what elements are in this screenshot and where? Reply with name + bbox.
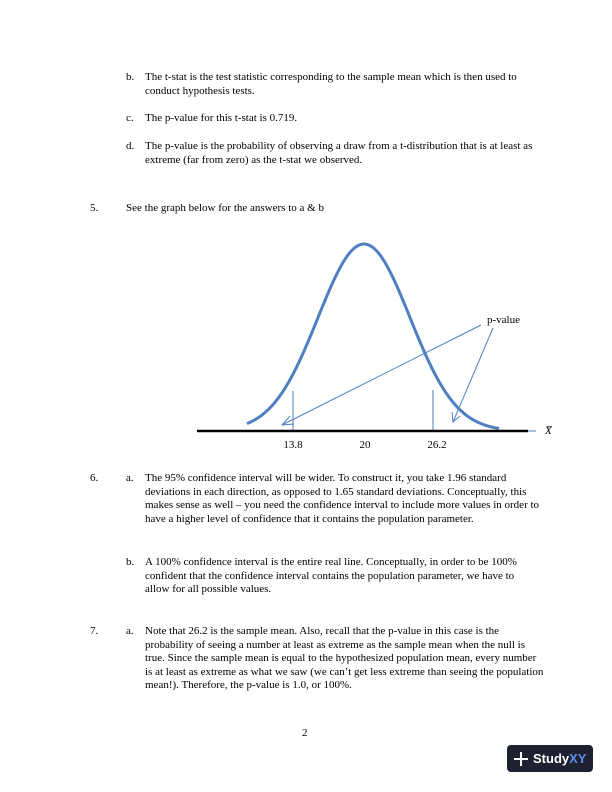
tick-label-20: 20	[359, 439, 371, 451]
brand-name: Study	[533, 751, 570, 766]
item-7a-label: a.	[126, 625, 134, 637]
brand-name-accent: XY	[569, 751, 587, 766]
item-4b-text: The t-stat is the test statistic corresponding to the sample mean which is then used to conduct hypothesis tests.	[145, 71, 517, 97]
pvalue-label: p-value	[487, 314, 520, 326]
plus-icon	[514, 752, 528, 766]
page-number: 2	[302, 727, 308, 739]
axis-variable-label: X̅	[545, 425, 552, 437]
studyxy-badge[interactable]	[507, 745, 593, 772]
item-4d-text: The p-value is the probability of observing a draw from a t-distribution that is at least as extreme (far from zero) as the t-stat we observed.	[145, 140, 533, 166]
question-7-number: 7.	[90, 625, 99, 637]
item-4d-label: d.	[126, 140, 135, 152]
question-5-text: See the graph below for the answers to a & b	[126, 202, 324, 214]
pvalue-arrow-left	[282, 325, 481, 425]
item-4c-label: c.	[126, 112, 134, 124]
item-4b-label: b.	[126, 71, 135, 83]
pvalue-arrowhead-right	[452, 412, 460, 422]
item-6b-label: b.	[126, 556, 135, 568]
tick-label-13-8: 13.8	[283, 439, 303, 451]
normal-curve	[247, 244, 499, 429]
item-6a-label: a.	[126, 472, 134, 484]
sampling-distribution-figure	[0, 230, 612, 460]
pvalue-arrowhead-left	[282, 416, 294, 425]
item-6a-text: The 95% confidence interval will be wider. To construct it, you take 1.96 standard deviations in each direction, as opposed to 1.65 standard deviations. Conceptually, this makes sense as well – you need the confidence interval to include more values in order to have a higher level of confidence that it contains the population parameter.	[145, 472, 540, 525]
item-7a-text: Note that 26.2 is the sample mean. Also, recall that the p-value in this case is the probability of seeing a number at least as extreme as the sample mean when the null is true. Since the sample mean is equal to the hypothesized population mean, every number is at least as extreme as what we saw (we can’t get less extreme than seeing the population mean!). Therefore, the p-value is 1.0, or 100%.	[145, 625, 544, 692]
item-6b-text: A 100% confidence interval is the entire real line. Conceptually, in order to be 100% confident that the confidence interval contains the population parameter, we have to allow for all possible values.	[145, 556, 517, 596]
tick-label-26-2: 26.2	[427, 439, 447, 451]
item-4c-text: The p-value for this t-stat is 0.719.	[145, 112, 298, 124]
question-6-number: 6.	[90, 472, 99, 484]
pvalue-arrow-right	[453, 328, 493, 422]
question-5-number: 5.	[90, 202, 99, 214]
